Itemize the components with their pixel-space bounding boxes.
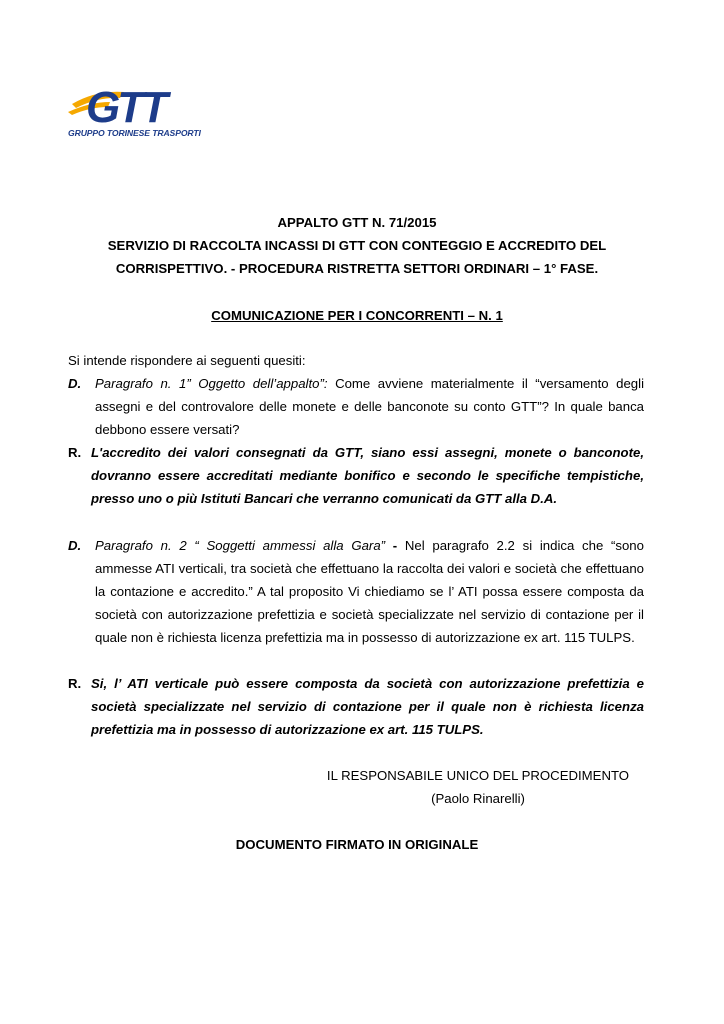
answer-label: R. xyxy=(68,445,82,460)
logo-subtitle: GRUPPO TORINESE TRASPORTI xyxy=(68,128,201,138)
question-2 xyxy=(68,534,644,649)
question-reference: Paragrafo n. 1” Oggetto dell’appalto”: xyxy=(95,376,328,391)
tender-title: APPALTO GTT N. 71/2015 xyxy=(277,215,437,230)
answer-1 xyxy=(68,441,644,510)
communication-heading xyxy=(60,304,654,327)
question-1 xyxy=(68,372,644,441)
communication-title: COMUNICAZIONE PER I CONCORRENTI – N. 1 xyxy=(211,308,503,323)
answer-text: L'accredito dei valori consegnati da GTT, siano essi assegni, monete o banconote, dovranno essere accreditati mediante bonifico e secondo le specifiche tempistiche, presso uno o più Istituti Bancari che verranno comunicati da GTT alla D.A. xyxy=(91,445,644,506)
gtt-logo xyxy=(66,82,202,142)
tender-subject-line2: CORRISPETTIVO. - PROCEDURA RISTRETTA SETTORI ORDINARI – 1° FASE. xyxy=(115,261,599,276)
tender-subject-line1: SERVIZIO DI RACCOLTA INCASSI DI GTT CON CONTEGGIO E ACCREDITO DEL xyxy=(107,238,607,253)
question-reference: Paragrafo n. 2 “ Soggetti ammessi alla Gara” xyxy=(95,538,386,553)
signature-role: IL RESPONSABILE UNICO DEL PROCEDIMENTO xyxy=(326,768,630,783)
question-body xyxy=(95,534,644,649)
question-body xyxy=(95,372,644,441)
signed-original-note: DOCUMENTO FIRMATO IN ORIGINALE xyxy=(235,837,479,852)
answer-text: Si, l’ ATI verticale può essere composta da società con autorizzazione prefettizia e società specializzate nel servizio di contazione per il quale non è richiesta licenza prefettizia ma in possesso di autorizzazione ex art. 115 TULPS. xyxy=(91,676,644,737)
question-text: Come avviene materialmente il “versamento degli assegni e del controvalore delle monete e delle banconote su conto GTT”? In quale banca debbono essere versati? xyxy=(95,376,645,437)
question-label: D. xyxy=(68,376,82,391)
question-separator: - xyxy=(385,538,405,553)
gtt-logo-letters: GTT xyxy=(86,83,165,130)
question-label: D. xyxy=(68,538,82,553)
intro-text: Si intende rispondere ai seguenti quesiti: xyxy=(68,353,306,368)
answer-label: R. xyxy=(68,676,82,691)
signature-name: (Paolo Rinarelli) xyxy=(431,791,525,806)
answer-2 xyxy=(68,672,644,741)
gtt-logo-mark xyxy=(66,82,202,130)
question-text: Nel paragrafo 2.2 si indica che “sono ammesse ATI verticali, tra società che effettuano la raccolta dei valori e società che effettuano la contazione e accredito.” A tal proposito Vi chiediamo se l’ ATI possa essere composta da società con autorizzazione prefettizia e società specializzate nel servizio di contazione per il quale non è richiesta licenza prefettizia ma in possesso di autorizzazione ex art. 115 TULPS. xyxy=(95,538,644,645)
